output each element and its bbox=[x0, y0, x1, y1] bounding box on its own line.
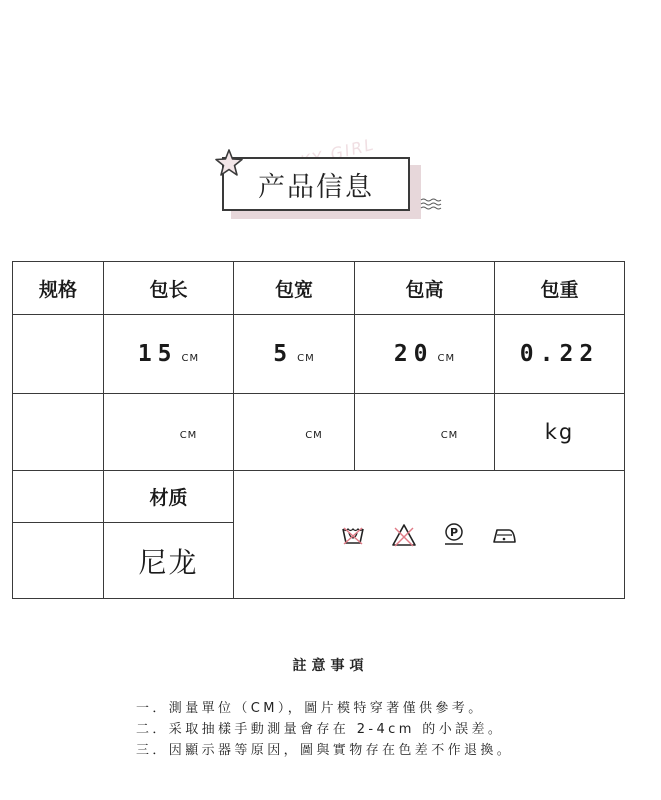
title-badge bbox=[214, 148, 444, 228]
unit-label: CM bbox=[305, 429, 323, 441]
no-bleach-icon bbox=[391, 523, 417, 547]
care-icons-cell bbox=[234, 471, 625, 599]
empty-cell bbox=[13, 394, 104, 471]
note-item-1: 一．測量單位（CM），圖片模特穿著僅供參考。 bbox=[136, 701, 485, 716]
material-label: 材质 bbox=[104, 471, 234, 523]
header-length: 包长 bbox=[104, 262, 234, 315]
low-iron-icon bbox=[491, 526, 517, 544]
star-icon bbox=[214, 148, 244, 178]
height-value: 20 bbox=[393, 341, 434, 367]
unit-cell bbox=[495, 394, 625, 471]
badge-frame bbox=[222, 157, 410, 211]
unit-cell bbox=[104, 394, 234, 471]
unit-label: CM bbox=[440, 429, 459, 441]
hand-wash-icon bbox=[341, 524, 365, 546]
notes-title: 註意事項 bbox=[292, 658, 369, 674]
table-row-units bbox=[13, 394, 625, 471]
width-unit: CM bbox=[297, 353, 315, 364]
spec-table bbox=[12, 261, 625, 599]
unit-cell bbox=[355, 394, 495, 471]
waves-icon bbox=[420, 197, 442, 211]
note-item-2: 二．采取抽樣手動測量會存在 2-4cm 的小誤差。 bbox=[136, 722, 505, 737]
header-height: 包高 bbox=[355, 262, 495, 315]
length-cell bbox=[104, 315, 234, 394]
dry-clean-letter: P bbox=[449, 525, 459, 539]
unit-cell bbox=[234, 394, 355, 471]
weight-unit: kg bbox=[544, 420, 575, 444]
section-title: 产品信息 bbox=[258, 171, 374, 203]
care-icons bbox=[234, 523, 624, 547]
weight-cell bbox=[495, 315, 625, 394]
material-value: 尼龙 bbox=[104, 523, 234, 599]
table-header-row bbox=[13, 262, 625, 315]
empty-cell bbox=[13, 471, 104, 523]
empty-cell bbox=[13, 315, 104, 394]
width-value: 5 bbox=[273, 341, 294, 367]
length-unit: CM bbox=[181, 353, 200, 364]
length-value: 15 bbox=[137, 341, 178, 367]
height-cell bbox=[355, 315, 495, 394]
dry-clean-p-icon bbox=[443, 523, 465, 547]
header-spec: 规格 bbox=[13, 262, 104, 315]
height-unit: CM bbox=[437, 353, 456, 364]
note-item-3: 三．因顯示器等原因，圖與實物存在色差不作退換。 bbox=[136, 743, 514, 758]
empty-cell bbox=[13, 523, 104, 599]
table-row-material-label bbox=[13, 471, 625, 523]
table-row-values bbox=[13, 315, 625, 394]
unit-label: CM bbox=[179, 429, 198, 441]
width-cell bbox=[234, 315, 355, 394]
header-width: 包宽 bbox=[234, 262, 355, 315]
weight-value: 0.22 bbox=[519, 341, 600, 367]
header-weight: 包重 bbox=[495, 262, 625, 315]
